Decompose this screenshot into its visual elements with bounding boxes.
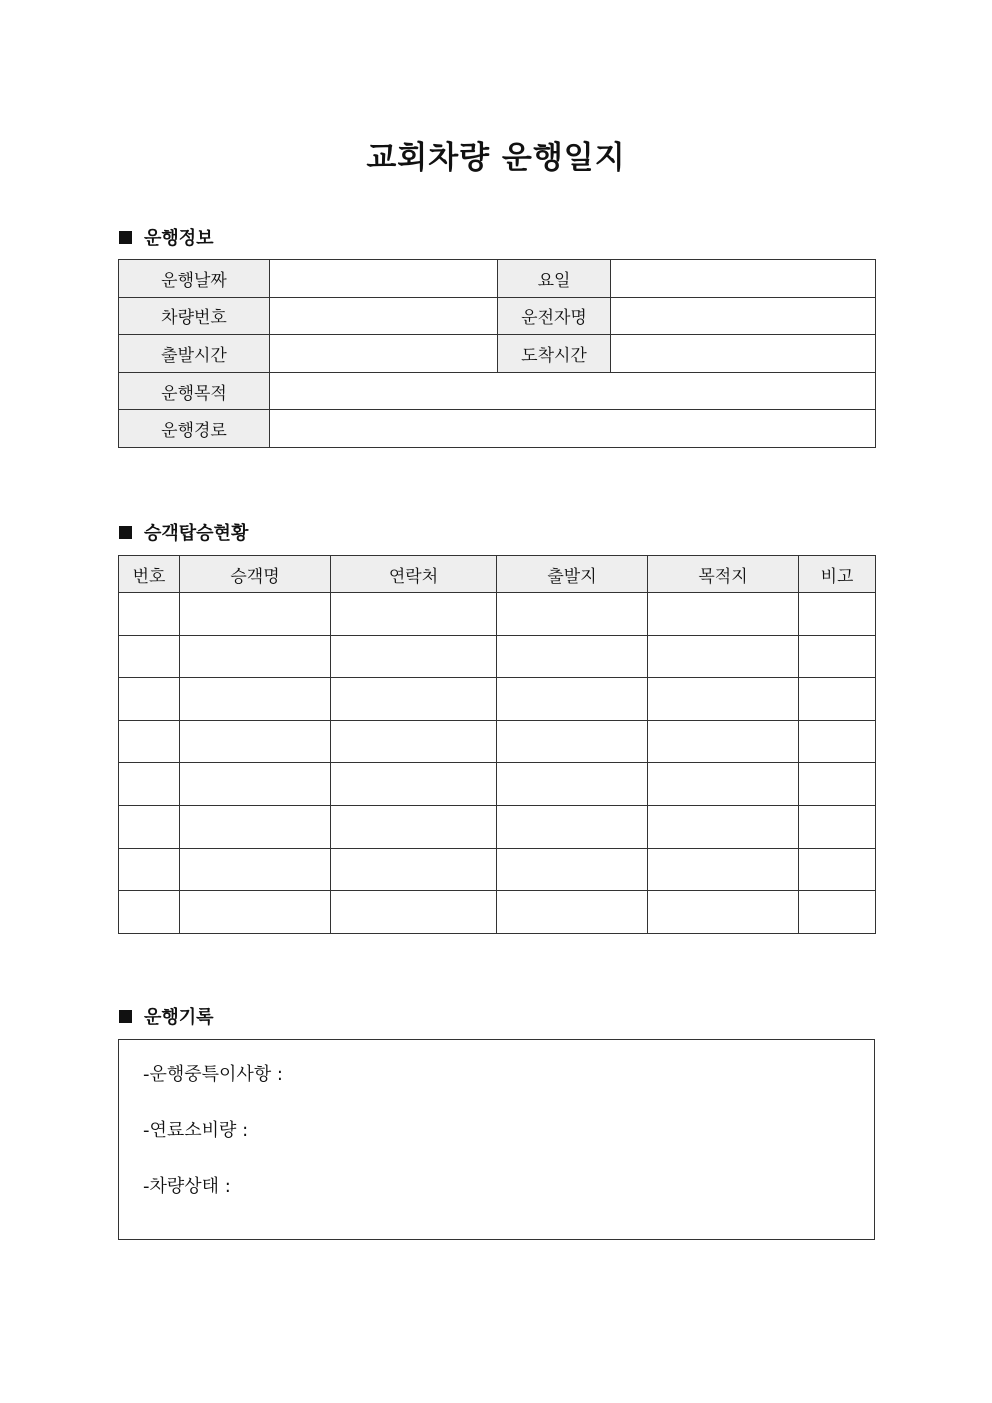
table-row	[119, 593, 876, 636]
table-cell[interactable]	[331, 678, 497, 721]
driver-field[interactable]	[611, 297, 876, 335]
table-cell[interactable]	[331, 635, 497, 678]
table-cell[interactable]	[497, 635, 648, 678]
label-depart-time: 출발시간	[119, 335, 270, 373]
table-cell[interactable]	[331, 763, 497, 806]
table-row	[119, 635, 876, 678]
label-driver: 운전자명	[498, 297, 611, 335]
table-cell[interactable]	[497, 593, 648, 636]
table-cell[interactable]	[119, 720, 180, 763]
table-cell[interactable]	[497, 720, 648, 763]
section-heading-info	[119, 224, 214, 250]
vehicle-no-field[interactable]	[270, 297, 498, 335]
column-header: 승객명	[180, 556, 331, 593]
section-heading-record	[119, 1003, 214, 1029]
section-heading-label: 승객탑승현황	[144, 523, 249, 544]
label-arrive-time: 도착시간	[498, 335, 611, 373]
table-cell[interactable]	[119, 891, 180, 934]
table-cell[interactable]	[648, 678, 799, 721]
table-row	[119, 805, 876, 848]
table-cell[interactable]	[331, 593, 497, 636]
column-header: 비고	[799, 556, 876, 593]
table-cell[interactable]	[331, 720, 497, 763]
table-cell[interactable]	[180, 593, 331, 636]
table-cell[interactable]	[497, 763, 648, 806]
table-cell[interactable]	[648, 720, 799, 763]
table-cell[interactable]	[497, 848, 648, 891]
table-cell[interactable]	[799, 848, 876, 891]
record-notes-label: -운행중특이사항 :	[143, 1064, 283, 1085]
table-cell[interactable]	[648, 635, 799, 678]
table-cell[interactable]	[648, 593, 799, 636]
date-field[interactable]	[270, 260, 498, 298]
table-cell[interactable]	[799, 593, 876, 636]
table-cell[interactable]	[648, 805, 799, 848]
column-header: 번호	[119, 556, 180, 593]
table-cell[interactable]	[331, 891, 497, 934]
table-cell[interactable]	[799, 635, 876, 678]
table-row	[119, 763, 876, 806]
table-cell[interactable]	[180, 720, 331, 763]
page-title: 교회차량 운행일지	[366, 140, 626, 176]
table-cell[interactable]	[180, 805, 331, 848]
table-cell[interactable]	[180, 763, 331, 806]
table-cell[interactable]	[799, 678, 876, 721]
square-bullet-icon	[119, 526, 132, 539]
label-vehicle-no: 차량번호	[119, 297, 270, 335]
table-cell[interactable]	[180, 678, 331, 721]
record-condition-label: -차량상태 :	[143, 1176, 231, 1197]
label-purpose: 운행목적	[119, 372, 270, 410]
table-row	[119, 678, 876, 721]
label-day: 요일	[498, 260, 611, 298]
section-heading-label: 운행기록	[144, 1007, 214, 1028]
table-cell[interactable]	[119, 848, 180, 891]
table-cell[interactable]	[497, 678, 648, 721]
table-cell[interactable]	[180, 891, 331, 934]
record-box[interactable]	[118, 1039, 875, 1240]
table-row	[119, 848, 876, 891]
column-header: 연락처	[331, 556, 497, 593]
day-field[interactable]	[611, 260, 876, 298]
square-bullet-icon	[119, 231, 132, 244]
arrive-time-field[interactable]	[611, 335, 876, 373]
table-cell[interactable]	[119, 635, 180, 678]
route-field[interactable]	[270, 410, 876, 448]
table-cell[interactable]	[331, 848, 497, 891]
section-heading-label: 운행정보	[144, 228, 214, 249]
column-header: 목적지	[648, 556, 799, 593]
table-cell[interactable]	[799, 720, 876, 763]
column-header: 출발지	[497, 556, 648, 593]
passenger-table-header	[119, 556, 876, 593]
info-table	[118, 259, 876, 448]
depart-time-field[interactable]	[270, 335, 498, 373]
section-heading-passengers	[119, 519, 248, 545]
table-cell[interactable]	[648, 848, 799, 891]
table-cell[interactable]	[119, 678, 180, 721]
table-cell[interactable]	[180, 635, 331, 678]
table-cell[interactable]	[799, 763, 876, 806]
passenger-table	[118, 555, 876, 934]
table-cell[interactable]	[648, 763, 799, 806]
square-bullet-icon	[119, 1010, 132, 1023]
record-fuel-label: -연료소비량 :	[143, 1120, 249, 1141]
table-cell[interactable]	[119, 593, 180, 636]
table-cell[interactable]	[331, 805, 497, 848]
table-cell[interactable]	[497, 891, 648, 934]
table-cell[interactable]	[180, 848, 331, 891]
table-cell[interactable]	[119, 805, 180, 848]
table-row	[119, 891, 876, 934]
table-cell[interactable]	[799, 891, 876, 934]
label-route: 운행경로	[119, 410, 270, 448]
table-cell[interactable]	[648, 891, 799, 934]
table-cell[interactable]	[119, 763, 180, 806]
table-row	[119, 720, 876, 763]
label-date: 운행날짜	[119, 260, 270, 298]
purpose-field[interactable]	[270, 372, 876, 410]
table-cell[interactable]	[799, 805, 876, 848]
table-cell[interactable]	[497, 805, 648, 848]
